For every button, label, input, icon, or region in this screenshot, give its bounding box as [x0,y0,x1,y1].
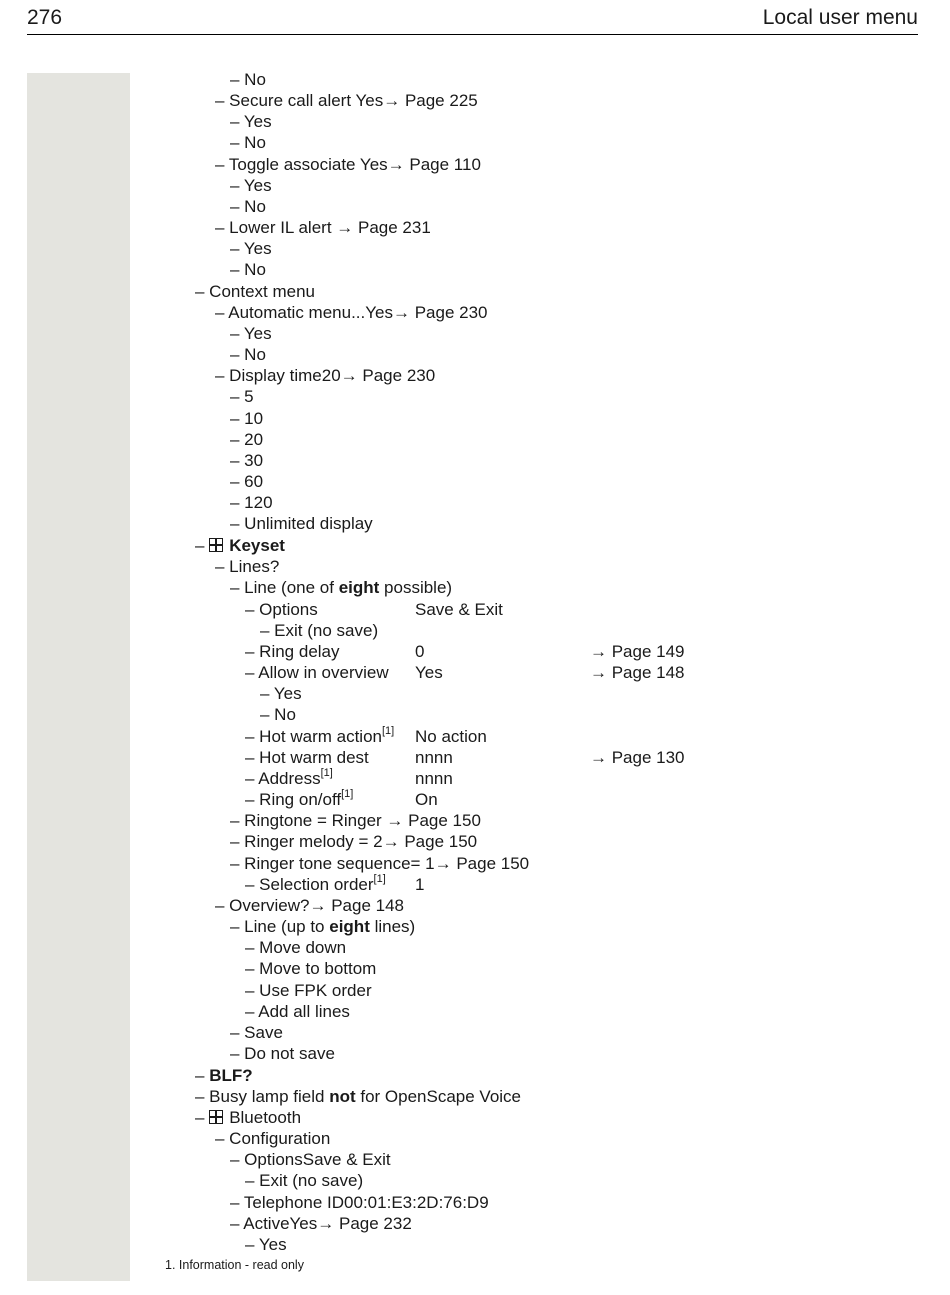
menu-line: – Automatic menu...Yes→ Page 230 [215,303,488,322]
footnote-ref: [1] [320,767,333,780]
footnote-ref: [1] [341,788,354,801]
menu-line: – Exit (no save) [245,1171,364,1190]
menu-value: nnnn [415,769,453,788]
menu-line: – Line (up to eight lines) [230,917,416,936]
menu-line: – Allow in overview [245,663,389,682]
menu-line: – Lines? [215,557,280,576]
sidebar-margin [27,73,130,1281]
menu-line: – Yes [260,684,302,703]
menu-value: 1 [415,875,425,894]
menu-line: – No [260,705,296,724]
menu-line: – Unlimited display [230,514,373,533]
menu-line: – Use FPK order [245,981,372,1000]
footnote: 1. Information - read only [165,1258,304,1272]
menu-line: – Secure call alert Yes→ Page 225 [215,91,478,110]
menu-line: – Display time20→ Page 230 [215,366,436,385]
menu-line: – No [230,70,266,89]
menu-line: – 120 [230,493,273,512]
menu-value: On [415,790,438,809]
menu-line: – Add all lines [245,1002,350,1021]
footnote-ref: [1] [373,873,386,886]
page-number: 276 [27,6,63,29]
menu-line: – Yes [230,112,272,131]
menu-value: Save & Exit [415,600,503,619]
menu-line: – Move down [245,938,347,957]
menu-line: – Overview?→ Page 148 [215,896,404,915]
menu-line: – Line (one of eight possible) [230,578,453,597]
menu-line: – Selection order[1] [245,873,386,894]
menu-line: – Context menu [195,282,316,301]
menu-page-ref: → Page 148 [590,663,685,682]
menu-line: – Move to bottom [245,959,377,978]
menu-line: – Address[1] [245,767,333,788]
menu-page-ref: → Page 130 [590,748,685,767]
menu-line: – Yes [230,324,272,343]
menu-line: – Save [230,1023,283,1042]
menu-line: – Hot warm action[1] [245,725,395,746]
menu-line: – Ringtone = Ringer → Page 150 [230,811,481,830]
menu-line: – Do not save [230,1044,335,1063]
menu-line: – ActiveYes→ Page 232 [230,1214,412,1233]
menu-line: – 60 [230,472,264,491]
menu-line: – Toggle associate Yes→ Page 110 [215,155,481,174]
menu-line: – Hot warm dest [245,748,369,767]
menu-line: – Yes [230,239,272,258]
menu-value: No action [415,727,487,746]
menu-line: – 5 [230,387,254,406]
menu-line-keyset: – Keyset [195,536,285,555]
menu-line: – Lower IL alert → Page 231 [215,218,431,237]
menu-line: – No [230,133,266,152]
menu-line: – Busy lamp field not for OpenScape Voice [195,1087,522,1106]
keyset-grid-icon [209,538,223,552]
footnote-ref: [1] [382,725,395,738]
bluetooth-grid-icon [209,1110,223,1124]
menu-line-bluetooth: – Bluetooth [195,1108,302,1127]
menu-line: – OptionsSave & Exit [230,1150,391,1169]
menu-line: – No [230,345,266,364]
menu-line: – No [230,260,266,279]
menu-line-blf: – BLF? [195,1066,253,1085]
menu-line: – 20 [230,430,264,449]
menu-line: – Yes [245,1235,287,1254]
page-header [27,0,918,35]
menu-line: – Configuration [215,1129,331,1148]
menu-value: 0 [415,642,425,661]
menu-line: – Ring delay [245,642,340,661]
menu-line: – Options [245,600,318,619]
menu-line: – Exit (no save) [260,621,379,640]
menu-line: – No [230,197,266,216]
menu-line: – Yes [230,176,272,195]
menu-page-ref: → Page 149 [590,642,685,661]
page-title: Local user menu [762,6,918,29]
menu-line: – Ringer tone sequence= 1→ Page 150 [230,854,530,873]
menu-value: nnnn [415,748,453,767]
menu-line: – Telephone ID00:01:E3:2D:76:D9 [230,1193,489,1212]
menu-line: – 10 [230,409,264,428]
menu-line: – Ring on/off[1] [245,788,354,809]
menu-line: – 30 [230,451,264,470]
menu-line: – Ringer melody = 2→ Page 150 [230,832,478,851]
menu-value: Yes [415,663,443,682]
